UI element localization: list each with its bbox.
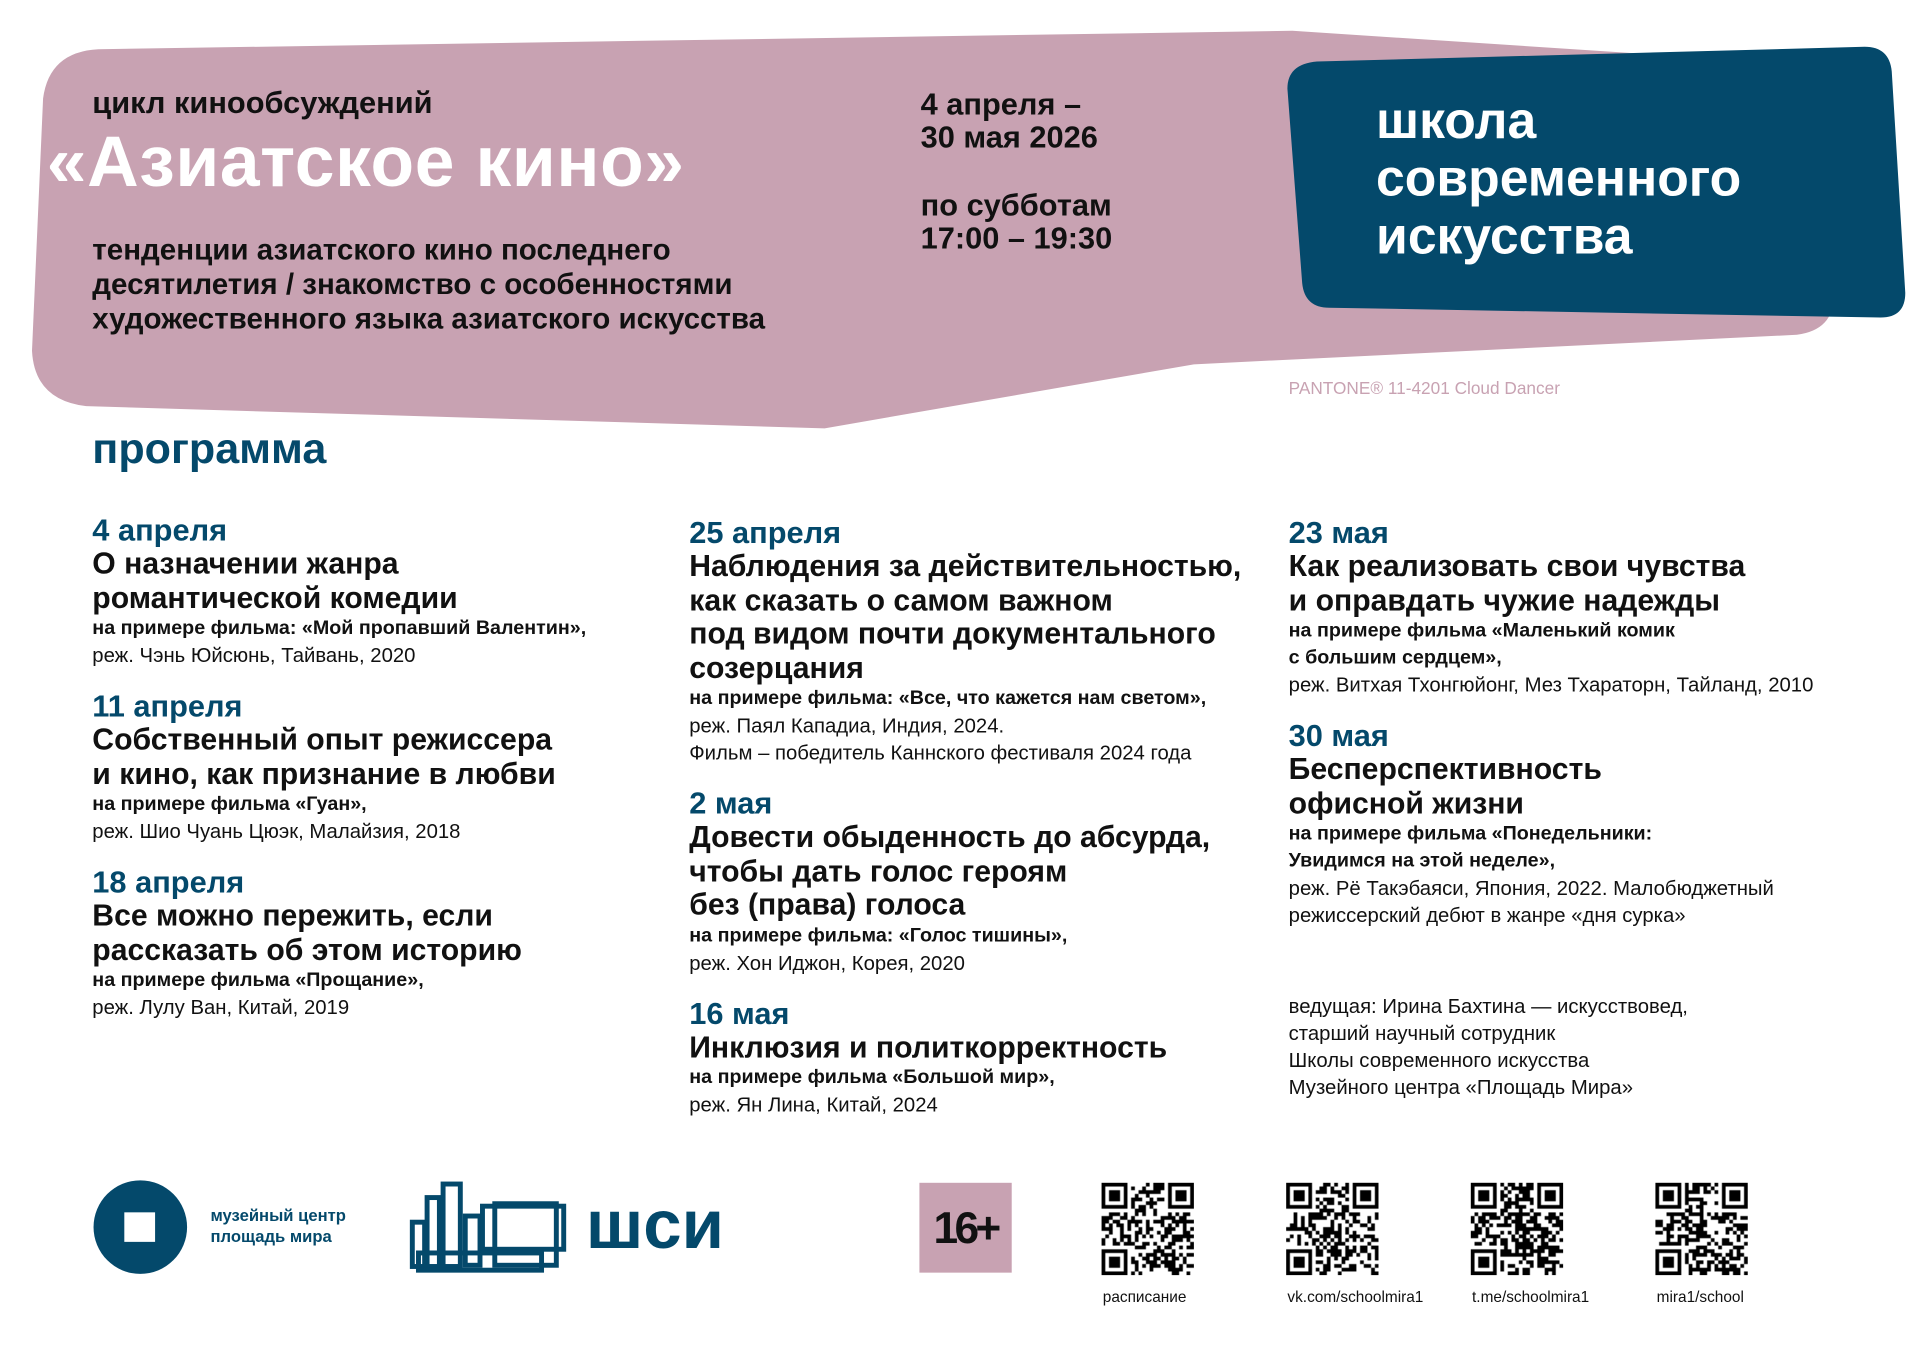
qr-label-vk: vk.com/schoolmira1: [1287, 1288, 1424, 1306]
event-title-line: Инклюзия и политкорректность: [689, 1030, 1168, 1065]
qr-label-schedule: расписание: [1102, 1288, 1187, 1306]
shsi-logo-icon: [406, 1179, 572, 1275]
museum-logo-icon: [92, 1179, 188, 1275]
event-date: 23 мая: [1288, 515, 1389, 551]
series-label: цикл кинообсуждений: [92, 86, 433, 121]
qr-code-site[interactable]: [1655, 1183, 1747, 1275]
event-details-line: Фильм – победитель Каннского фестиваля 2024 года: [689, 742, 1192, 765]
program-event: [689, 996, 1241, 1118]
event-date: 2 мая: [689, 786, 773, 821]
museum-logo-text: музейный центр площадь мира: [210, 1206, 346, 1246]
program-event: [689, 786, 1241, 976]
event-film-line: на примере фильма: «Голос тишины»,: [689, 924, 1068, 946]
event-title-line: Собственный опыт режиссера: [92, 723, 553, 757]
host-info: ведущая: Ирина Бахтина — искусствовед, старший научный сотрудник Школы современного искусства Музейного центра «Площадь Мира»: [1288, 995, 1688, 1100]
event-title-line: Как реализовать свои чувства: [1288, 550, 1746, 584]
event-title-line: Довести обыденность до абсурда,: [689, 820, 1211, 855]
event-title: «Азиатское кино»: [46, 121, 685, 202]
event-schedule: по субботам 17:00 – 19:30: [920, 188, 1113, 257]
qr-code-schedule[interactable]: [1102, 1183, 1194, 1275]
event-film-line: с большим сердцем»,: [1288, 647, 1502, 669]
event-date: 25 апреля: [689, 515, 842, 551]
pantone-note: PANTONE® 11-4201 Cloud Dancer: [1288, 377, 1560, 398]
event-title-line: Наблюдения за действительностью,: [689, 550, 1242, 584]
qr-code-telegram[interactable]: [1471, 1183, 1563, 1275]
shsi-logo-text: шси: [585, 1185, 725, 1263]
program-event: [92, 513, 586, 669]
event-date: 4 апреля: [92, 513, 228, 548]
qr-label-site: mira1/school: [1656, 1288, 1744, 1306]
event-subtitle: тенденции азиатского кино последнего десятилетия / знакомство с особенностями художественного языка азиатского искусства: [92, 233, 766, 337]
event-film-line: на примере фильма «Понедельники:: [1288, 823, 1653, 845]
program-heading: программа: [92, 424, 327, 473]
event-film-line: на примере фильма «Прощание»,: [92, 969, 424, 991]
event-title-line: созерцания: [689, 651, 864, 685]
event-title-line: под видом почти документального: [689, 617, 1216, 652]
event-title-line: офисной жизни: [1288, 787, 1524, 821]
event-date: 16 мая: [689, 996, 790, 1031]
event-details-line: реж. Паял Кападиа, Индия, 2024.: [689, 715, 1005, 738]
event-film-line: на примере фильма «Маленький комик: [1288, 620, 1675, 642]
event-title-line: романтической комедии: [92, 581, 458, 615]
event-title-line: как сказать о самом важном: [689, 584, 1113, 618]
qr-code-vk[interactable]: [1286, 1183, 1378, 1275]
event-date: 18 апреля: [92, 865, 245, 900]
event-details-line: реж. Шио Чуань Цюэк, Малайзия, 2018: [92, 820, 461, 844]
event-title-line: О назначении жанра: [92, 547, 399, 581]
event-title-line: без (права) голоса: [689, 888, 966, 922]
event-film-line: на примере фильма «Гуан»,: [92, 793, 367, 815]
program-column-3: [1289, 516, 1814, 949]
program-event: [92, 865, 586, 1021]
program-column-1: [92, 513, 586, 1041]
event-date: 11 апреля: [92, 689, 243, 724]
event-title-line: Бесперспективность: [1288, 753, 1602, 787]
event-details-line: реж. Хон Иджон, Корея, 2020: [689, 952, 965, 975]
event-title-line: и кино, как признание в любви: [92, 757, 556, 791]
event-details-line: реж. Ян Лина, Китай, 2024: [689, 1094, 938, 1117]
event-film-line: на примере фильма: «Мой пропавший Валентин»,: [92, 617, 587, 639]
event-title-line: и оправдать чужие надежды: [1288, 584, 1721, 618]
program-event: [92, 689, 586, 845]
event-title-line: Все можно пережить, если: [92, 899, 493, 933]
program-event: [1289, 719, 1814, 929]
qr-label-telegram: t.me/schoolmira1: [1472, 1288, 1590, 1306]
age-rating-badge: 16+: [919, 1183, 1011, 1273]
event-details-line: режиссерский дебют в жанре «дня сурка»: [1288, 904, 1686, 927]
event-dates: 4 апреля – 30 мая 2026: [920, 87, 1098, 156]
event-title-line: чтобы дать голос героям: [689, 854, 1068, 889]
school-name: школа современного искусства: [1376, 91, 1742, 265]
program-column-2: [689, 516, 1241, 1139]
event-film-line: на примере фильма: «Все, что кажется нам светом»,: [689, 688, 1207, 709]
event-date: 30 мая: [1288, 718, 1389, 754]
event-film-line: на примере фильма «Большой мир»,: [689, 1067, 1055, 1089]
event-details-line: реж. Лулу Ван, Китай, 2019: [92, 996, 350, 1020]
event-title-line: рассказать об этом историю: [92, 933, 522, 967]
event-details-line: реж. Рё Такэбаяси, Япония, 2022. Малобюджетный: [1288, 877, 1774, 900]
event-film-line: Увидимся на этой неделе»,: [1288, 850, 1556, 872]
program-event: [1289, 516, 1814, 699]
program-event: [689, 516, 1241, 767]
event-details-line: реж. Чэнь Юйсюнь, Тайвань, 2020: [92, 644, 416, 668]
event-details-line: реж. Витхая Тхонгюйонг, Мез Тхараторн, Тайланд, 2010: [1288, 674, 1814, 697]
